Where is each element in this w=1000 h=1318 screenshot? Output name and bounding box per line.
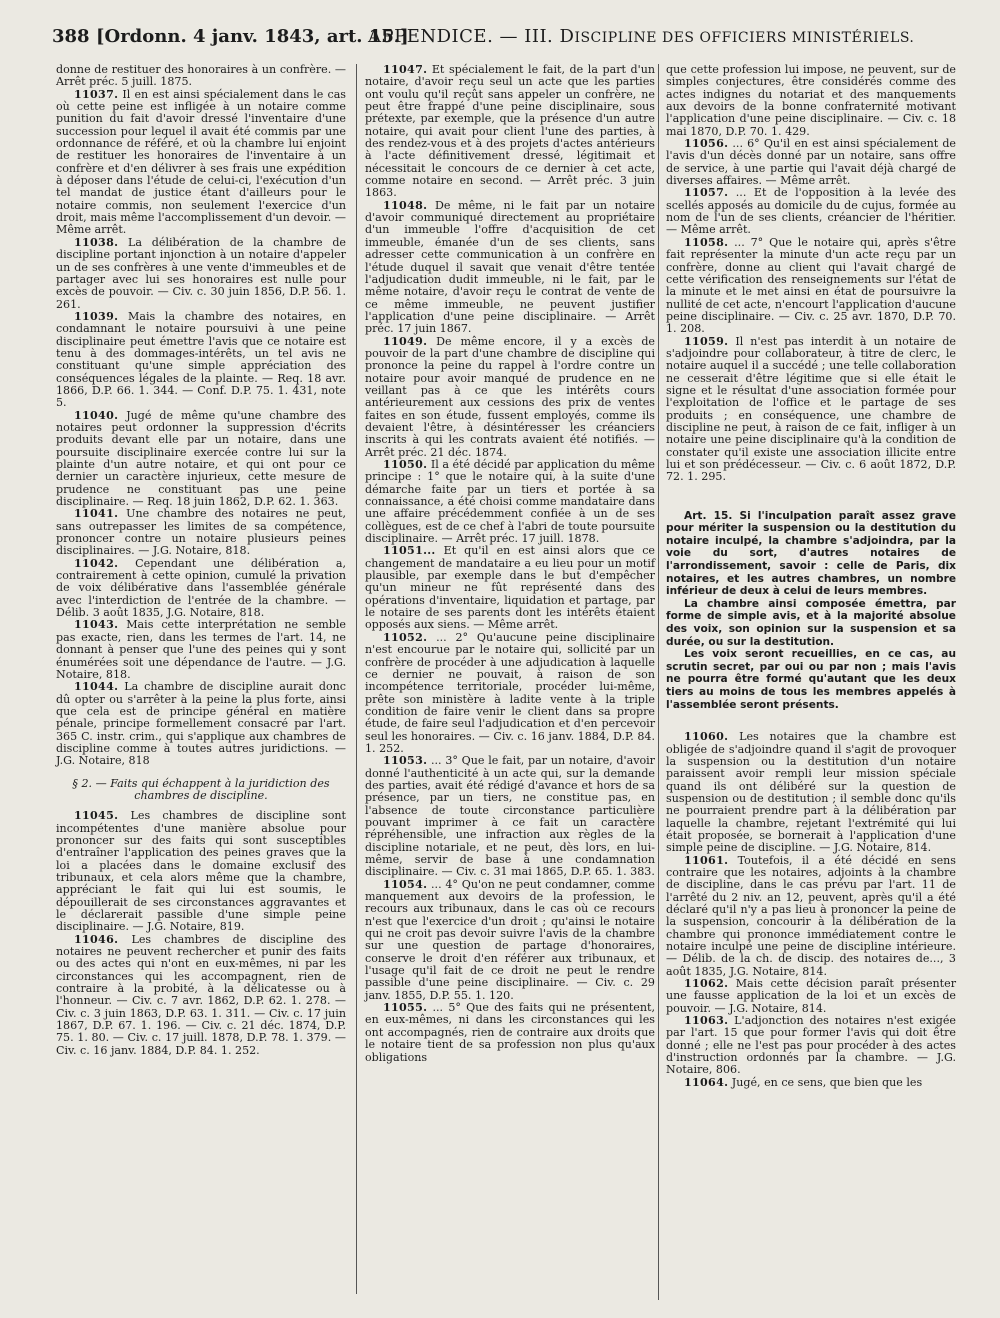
entry-number: 11061. xyxy=(684,853,729,867)
entry-number: 11045. xyxy=(74,809,119,823)
entry-number: 11040. xyxy=(74,408,119,422)
entry-text: ... 7° Que le notaire qui, après s'être fait représenter la minute d'un acte reçu par un confrère, donne au client qui l'avait chargé de cette vérification des renseignements sur l'état de la minute et le met ainsi en état de poursuivre la nullité de cet acte, n'encourt l'application d'aucune peine disciplinaire. — Civ. c. 25 avr. 1870, D.P. 70. 1. 208. xyxy=(666,235,956,336)
column-divider xyxy=(356,64,357,1294)
entry-text: ... 4° Qu'on ne peut condamner, comme manquement aux devoirs de la profession, le recours aux tribunaux, dans le cas où ce recours n'est que l'exercice d'un droit ; qu'ainsi le notaire qui ne croit pas devoir suivre l'avis de la chambre sur une question de partage d'honoraires, conserve le droit d'en référer aux tribunaux, et l'usage qu'il fait de ce droit ne peut le rendre passible d'une peine disciplinaire. — Civ. c. 29 janv. 1855, D.P. 55. 1. 120. xyxy=(365,877,655,1002)
entry-number: 11049. xyxy=(383,334,428,348)
entry-number: 11063. xyxy=(684,1014,729,1028)
entry-text: Mais cette interprétation ne semble pas exacte, rien, dans les termes de l'art. 14, ne donnant à penser que l'une des peines qui y sont énumérées soit une dépendance de l'autre. — J.G. Notaire, 818. xyxy=(56,618,346,681)
article-reference: [Ordonn. 4 janv. 1843, art. 15.] xyxy=(96,26,409,47)
entry-11049 xyxy=(365,336,655,459)
entry-text: ... Et de l'opposition à la levée des scellés apposés au domicile du de cujus, formée au nom de l'un de ses clients, créancier de l'héritier. — Même arrêt. xyxy=(666,186,956,237)
entry-text: Une chambre des notaires ne peut, sans outrepasser les limites de sa compétence, prononcer contre un notaire plusieurs peines disciplinaires. — J.G. Notaire, 818. xyxy=(56,507,346,558)
entry-11038 xyxy=(56,237,346,311)
text-column-3 xyxy=(666,64,956,1304)
entry-text: Et spécialement le fait, de la part d'un notaire, d'avoir reçu seul un acte que les parties ont voulu qu'il reçût sans appeler un confrère, ne peut être frappé d'une peine disciplinaire, sous prétexte, par exemple, que la présence d'un autre notaire, qui avait pour client l'une des parties, à des rendez-vous et à des projets d'actes antérieurs à l'acte définitivement dressé, légitimait et nécessitait le concours de ce dernier à cet acte, comme notaire en second. — Arrêt préc. 3 juin 1863. xyxy=(365,63,655,200)
entry-number: 11044. xyxy=(74,680,119,694)
entry-text: ... 3° Que le fait, par un notaire, d'avoir donné l'authenticité à un acte qui, sur la demande des parties, avait été rédigé d'avance et hors de sa présence, par un tiers, ne constitue pas, en l'absence de toute circonstance particulière pouvant imprimer à ce fait un caractère répréhensible, une infraction aux règles de la discipline notariale, et ne peut, dès lors, en lui-même, servir de base à une condamnation disciplinaire. — Civ. c. 31 mai 1865, D.P. 65. 1. 383. xyxy=(365,754,655,879)
entry-number: 11048. xyxy=(383,198,428,212)
entry-text: La chambre de discipline aurait donc dû opter ou s'arrêter à la peine la plus forte, ainsi que cela est de principe général en matière pénale, principe formellement consacré par l'art. 365 C. instr. crim., qui s'applique aux chambres de discipline comme à toutes autres juridictions. — J.G. Notaire, 818 xyxy=(56,680,346,768)
entry-text: Toutefois, il a été décidé en sens contraire que les notaires, adjoints à la chambre de discipline, dans le cas prévu par l'art. 11 de l'arrêté du 2 niv. an 12, peuvent, après qu'il a été déclaré qu'il n'y a pas lieu à prononcer la peine de la suspension, concourir à la délibération de la chambre qui prononce immédiatement contre le notaire inculpé une peine de discipline intérieure. — Délib. de la ch. de discip. des notaires de..., 3 août 1835, J.G. Notaire, 814. xyxy=(666,853,956,978)
spacer xyxy=(666,711,956,731)
entry-number: 11057. xyxy=(684,186,729,200)
entry-text: L'adjonction des notaires n'est exigée par l'art. 15 que pour former l'avis qui doit être donné ; elle ne l'est pas pour procéder à des actes d'instruction ordonnés par la chambre. — J.G. Notaire, 806. xyxy=(666,1014,956,1077)
entry-11059 xyxy=(666,336,956,484)
entry-number: 11047. xyxy=(383,63,428,76)
entry-text: Mais la chambre des notaires, en condamnant le notaire poursuivi à une peine disciplinaire peut émettre l'avis que ce notaire est tenu à des dommages-intérêts, un tel avis ne constituant qu'une simple appréciation des conséquences légales de la plainte. — Req. 18 avr. 1866, D.P. 66. 1. 344. — Conf. D.P. 75. 1. 431, note 5. xyxy=(56,309,346,410)
entry-number: 11052. xyxy=(383,630,428,644)
entry-text: Il a été décidé par application du même principe : 1° que le notaire qui, à la suite d'une démarche faite par un tiers et portée à sa connaissance, a été choisi comme mandataire dans une affaire précédemment confiée à un de ses collègues, est de ce chef à l'abri de toute poursuite disciplinaire. — Arrêt préc. 17 juill. 1878. xyxy=(365,458,655,546)
entry-text: La délibération de la chambre de discipline portant injonction à un notaire d'appeler un de ses confrères à une vente d'immeubles et de partager avec lui ses honoraires est nulle pour excès de pouvoir. — Civ. c. 30 juin 1856, D.P. 56. 1. 261. xyxy=(56,235,346,311)
entry-11054 xyxy=(365,879,655,1002)
entry-11062 xyxy=(666,978,956,1015)
entry-11048 xyxy=(365,200,655,336)
entry-number: 11042. xyxy=(74,556,119,570)
entry-11037 xyxy=(56,89,346,237)
entry-11064 xyxy=(666,1077,956,1089)
entry-11052 xyxy=(365,632,655,755)
entry-number: 11053. xyxy=(383,754,428,768)
entry-11050 xyxy=(365,459,655,545)
article-paragraph: Les voix seront recueillies, en ce cas, au scrutin secret, par oui ou par non ; mais l'avis ne pourra être formé qu'autant que les deux tiers au moins de tous les membres appelés à l'assemblée seront présents. xyxy=(666,648,956,711)
entry-number: 11060. xyxy=(684,730,729,744)
entry-11044 xyxy=(56,681,346,767)
entry-11053 xyxy=(365,755,655,878)
article-paragraph: La chambre ainsi composée émettra, par forme de simple avis, et à la majorité absolue des voix, son opinion sur la suspension et sa durée, ou sur la destitution. xyxy=(666,597,956,648)
entry-11047 xyxy=(365,64,655,200)
entry-text: ... 2° Qu'aucune peine disciplinaire n'est encourue par le notaire qui, sollicité par un confrère de procéder à une adjudication à laquelle ce dernier ne pouvait, à raison de son incompétence territoriale, procéder lui-même, prête son ministère à ladite vente à la triple condition de faire venir le client dans sa propre étude, de faire seul l'adjudication et d'en percevoir seul les honoraires. — Civ. c. 16 janv. 1884, D.P. 84. 1. 252. xyxy=(365,630,655,755)
entry-11043 xyxy=(56,619,346,681)
page-header xyxy=(52,18,967,54)
entry-11060 xyxy=(666,731,956,854)
entry-text: Les notaires que la chambre est obligée de s'adjoindre quand il s'agit de provoquer la suspension ou la destitution d'un notaire paraissent avoir rempli leur mission spéciale quand ils ont délibéré sur la question de suspension ou de destitution ; il semble donc qu'ils ne pourraient prendre part à la délibération par laquelle la chambre, rejetant l'extrémité qui lui était proposée, se bornerait à l'application d'une simple peine de discipline. — J.G. Notaire, 814. xyxy=(666,730,956,855)
spacer xyxy=(666,484,956,500)
page-number: 388 xyxy=(52,26,90,47)
text-column-2 xyxy=(365,64,655,1304)
entry-11045 xyxy=(56,810,346,933)
entry-text: Les chambres de discipline sont incompétentes d'une manière absolue pour prononcer sur des faits qui sont susceptibles d'entraîner l'application des peines graves que la loi a placées dans le domaine exclusif des tribunaux, et cela alors même que la chambre, appréciant le fait qui lui est soumis, le dépouillerait de ses circonstances aggravantes et le déclarerait passible d'une simple peine disciplinaire. — J.G. Notaire, 819. xyxy=(56,809,346,934)
entry-text: Il n'est pas interdit à un notaire de s'adjoindre pour collaborateur, à titre de clerc, le notaire auquel il a succédé ; une telle collaboration ne cesserait d'être légitime que si elle était le signe et le résultat d'une association formée pour l'exploitation de l'office et le partage de ses produits ; en conséquence, une chambre de discipline ne peut, à raison de ce fait, infliger à un notaire une peine disciplinaire qu'à la condition de constater qu'il existe une association illicite entre lui et son prédécesseur. — Civ. c. 6 août 1872, D.P. 72. 1. 295. xyxy=(666,334,956,484)
entry-text: Et qu'il en est ainsi alors que ce changement de mandataire a eu lieu pour un motif plausible, par exemple dans le but d'empêcher qu'un mineur ne fût représenté dans des opérations d'inventaire, liquidation et partage, par le notaire de ses parents dont les intérêts étaient opposés aux siens. — Même arrêt. xyxy=(365,544,655,632)
running-title xyxy=(368,26,914,47)
entry-number: 11058. xyxy=(684,235,729,249)
entry-11039 xyxy=(56,311,346,410)
entry-11042 xyxy=(56,558,346,620)
entry-number: 11056. xyxy=(684,137,729,151)
running-title-smallcaps: ISCIPLINE DES OFFICIERS MINISTÉRIELS. xyxy=(574,30,915,46)
entry-number: 11062. xyxy=(684,977,729,991)
entry-number: 11054. xyxy=(383,877,428,891)
entry-text: Jugé de même qu'une chambre des notaires peut ordonner la suppression d'écrits produits devant elle par un notaire, dans une poursuite disciplinaire exercée contre lui sur la plainte d'un autre notaire, et qui ont pour ce dernier un caractère injurieux, cette mesure de prudence ne constituant pas une peine disciplinaire. — Req. 18 juin 1862, D.P. 62. 1. 363. xyxy=(56,408,346,509)
entry-number: 11037. xyxy=(74,87,119,101)
entry-text: ... 6° Qu'il en est ainsi spécialement de l'avis d'un décès donné par un notaire, sans offre de service, à une partie qui l'avait déjà chargé de diverses affaires. — Même arrêt. xyxy=(666,137,956,188)
entry-11040 xyxy=(56,410,346,509)
entry-number: 11064. xyxy=(684,1075,729,1089)
section-heading: § 2. — Faits qui échappent à la juridiction des chambres de discipline. xyxy=(72,776,330,802)
entry-text: De même, ni le fait par un notaire d'avoir communiqué directement au propriétaire d'un immeuble l'offre d'acquisition de cet immeuble, émanée d'un de ses clients, sans adresser cette communication à un confrère en l'étude duquel il savait que venait d'être tentée l'adjudication dudit immeuble, ni le fait, par le même notaire, d'avoir reçu le contrat de vente de ce même immeuble, ne peuvent justifier l'application d'une peine disciplinaire. — Arrêt préc. 17 juin 1867. xyxy=(365,198,655,336)
entry-number: 11038. xyxy=(74,235,119,249)
entry-text: ... 5° Que des faits qui ne présentent, en eux-mêmes, ni dans les circonstances qui les ont accompagnés, rien de contraire aux droits que le notaire tient de sa profession non plus qu'aux obligations xyxy=(365,1001,655,1064)
entry-11058 xyxy=(666,237,956,336)
entry-text: Les chambres de discipline des notaires ne peuvent rechercher et punir des faits ou des actes qui n'ont en eux-mêmes, ni par les circonstances qui les accompagnent, rien de contraire à la probité, à la délicatesse ou à l'honneur. — Civ. c. 7 avr. 1862, D.P. 62. 1. 278. — Civ. c. 3 juin 1863, D.P. 63. 1. 311. — Civ. c. 17 juin 1867, D.P. 67. 1. 196. — Civ. c. 21 déc. 1874, D.P. 75. 1. 80. — Civ. c. 17 juill. 1878, D.P. 78. 1. 379. — Civ. c. 16 janv. 1884, D.P. 84. 1. 252. xyxy=(56,932,346,1057)
entry-11056 xyxy=(666,138,956,187)
entry-11057 xyxy=(666,187,956,236)
article-15-block xyxy=(666,510,956,712)
entry-11046 xyxy=(56,934,346,1057)
entry-number: 11046. xyxy=(74,932,119,946)
text-column-1 xyxy=(56,64,346,1300)
entry-number: 11050. xyxy=(383,458,428,471)
column-divider xyxy=(658,64,659,1300)
entry-number: 11039. xyxy=(74,309,119,323)
entry-11041 xyxy=(56,508,346,557)
entry-text: Jugé, en ce sens, que bien que les xyxy=(728,1075,923,1089)
entry-number: 11051... xyxy=(383,544,436,558)
entry-11051 xyxy=(365,545,655,631)
entry-11055 xyxy=(365,1002,655,1064)
entry-number: 11043. xyxy=(74,618,119,632)
entry-number: 11055. xyxy=(383,1001,428,1015)
entry-text: Mais cette décision paraît présenter une fausse application de la loi et un excès de pouvoir. — J.G. Notaire, 814. xyxy=(666,977,956,1015)
entry-number: 11059. xyxy=(684,334,729,348)
entry-text: De même encore, il y a excès de pouvoir de la part d'une chambre de discipline qui prononce la peine du rappel à l'ordre contre un notaire pour avoir manqué de prudence en ne veillant pas à ce que les intérêts cours antérieurement aux cessions des prix de ventes faites en son étude, fussent employés, comme ils devaient l'être, à désintéresser les créanciers inscrits à qui les contrats avaient été notifiés. — Arrêt préc. 21 déc. 1874. xyxy=(365,334,655,459)
article-paragraph: Art. 15. Si l'inculpation paraît assez grave pour mériter la suspension ou la destitution du notaire inculpé, la chambre s'adjoindra, par la voie du sort, d'autres notaires de l'arrondissement, savoir : celle de Paris, dix notaires, et les autres chambres, un nombre inférieur de deux à celui de leurs membres. xyxy=(666,509,956,598)
entry-text: Il en est ainsi spécialement dans le cas où cette peine est infligée à un notaire comme punition du fait d'avoir dressé l'inventaire d'une succession pour lequel il avait été commis par une ordonnance de référé, et où la chambre lui enjoint de restituer les honoraires de l'inventaire à un confrère et d'en délivrer à ses frais une expédition à déposer dans l'étude de celui-ci, l'exécution d'un tel mandat de justice étant d'ailleurs pour le notaire commis, non seulement l'exercice d'un droit, mais même l'accomplissement d'un devoir. — Même arrêt. xyxy=(56,87,346,237)
running-title-main: APPENDICE. — III. D xyxy=(368,26,575,47)
continued-paragraph: que cette profession lui impose, ne peuvent, sur de simples conjectures, être considérés comme des actes indignes du notariat et des manquements aux devoirs de la bonne confraternité motivant l'application d'une peine disciplinaire. — Civ. c. 18 mai 1870, D.P. 70. 1. 429. xyxy=(666,63,956,138)
entry-text: Cependant une délibération a, contrairement à cette opinion, cumulé la privation de voix délibérative dans l'assemblée générale avec l'interdiction de l'entrée de la chambre. — Délib. 3 août 1835, J.G. Notaire, 818. xyxy=(56,556,346,620)
entry-number: 11041. xyxy=(74,507,119,521)
continued-paragraph: donne de restituer des honoraires à un confrère. — Arrêt préc. 5 juill. 1875. xyxy=(56,63,346,89)
entry-11063 xyxy=(666,1015,956,1077)
entry-11061 xyxy=(666,855,956,978)
